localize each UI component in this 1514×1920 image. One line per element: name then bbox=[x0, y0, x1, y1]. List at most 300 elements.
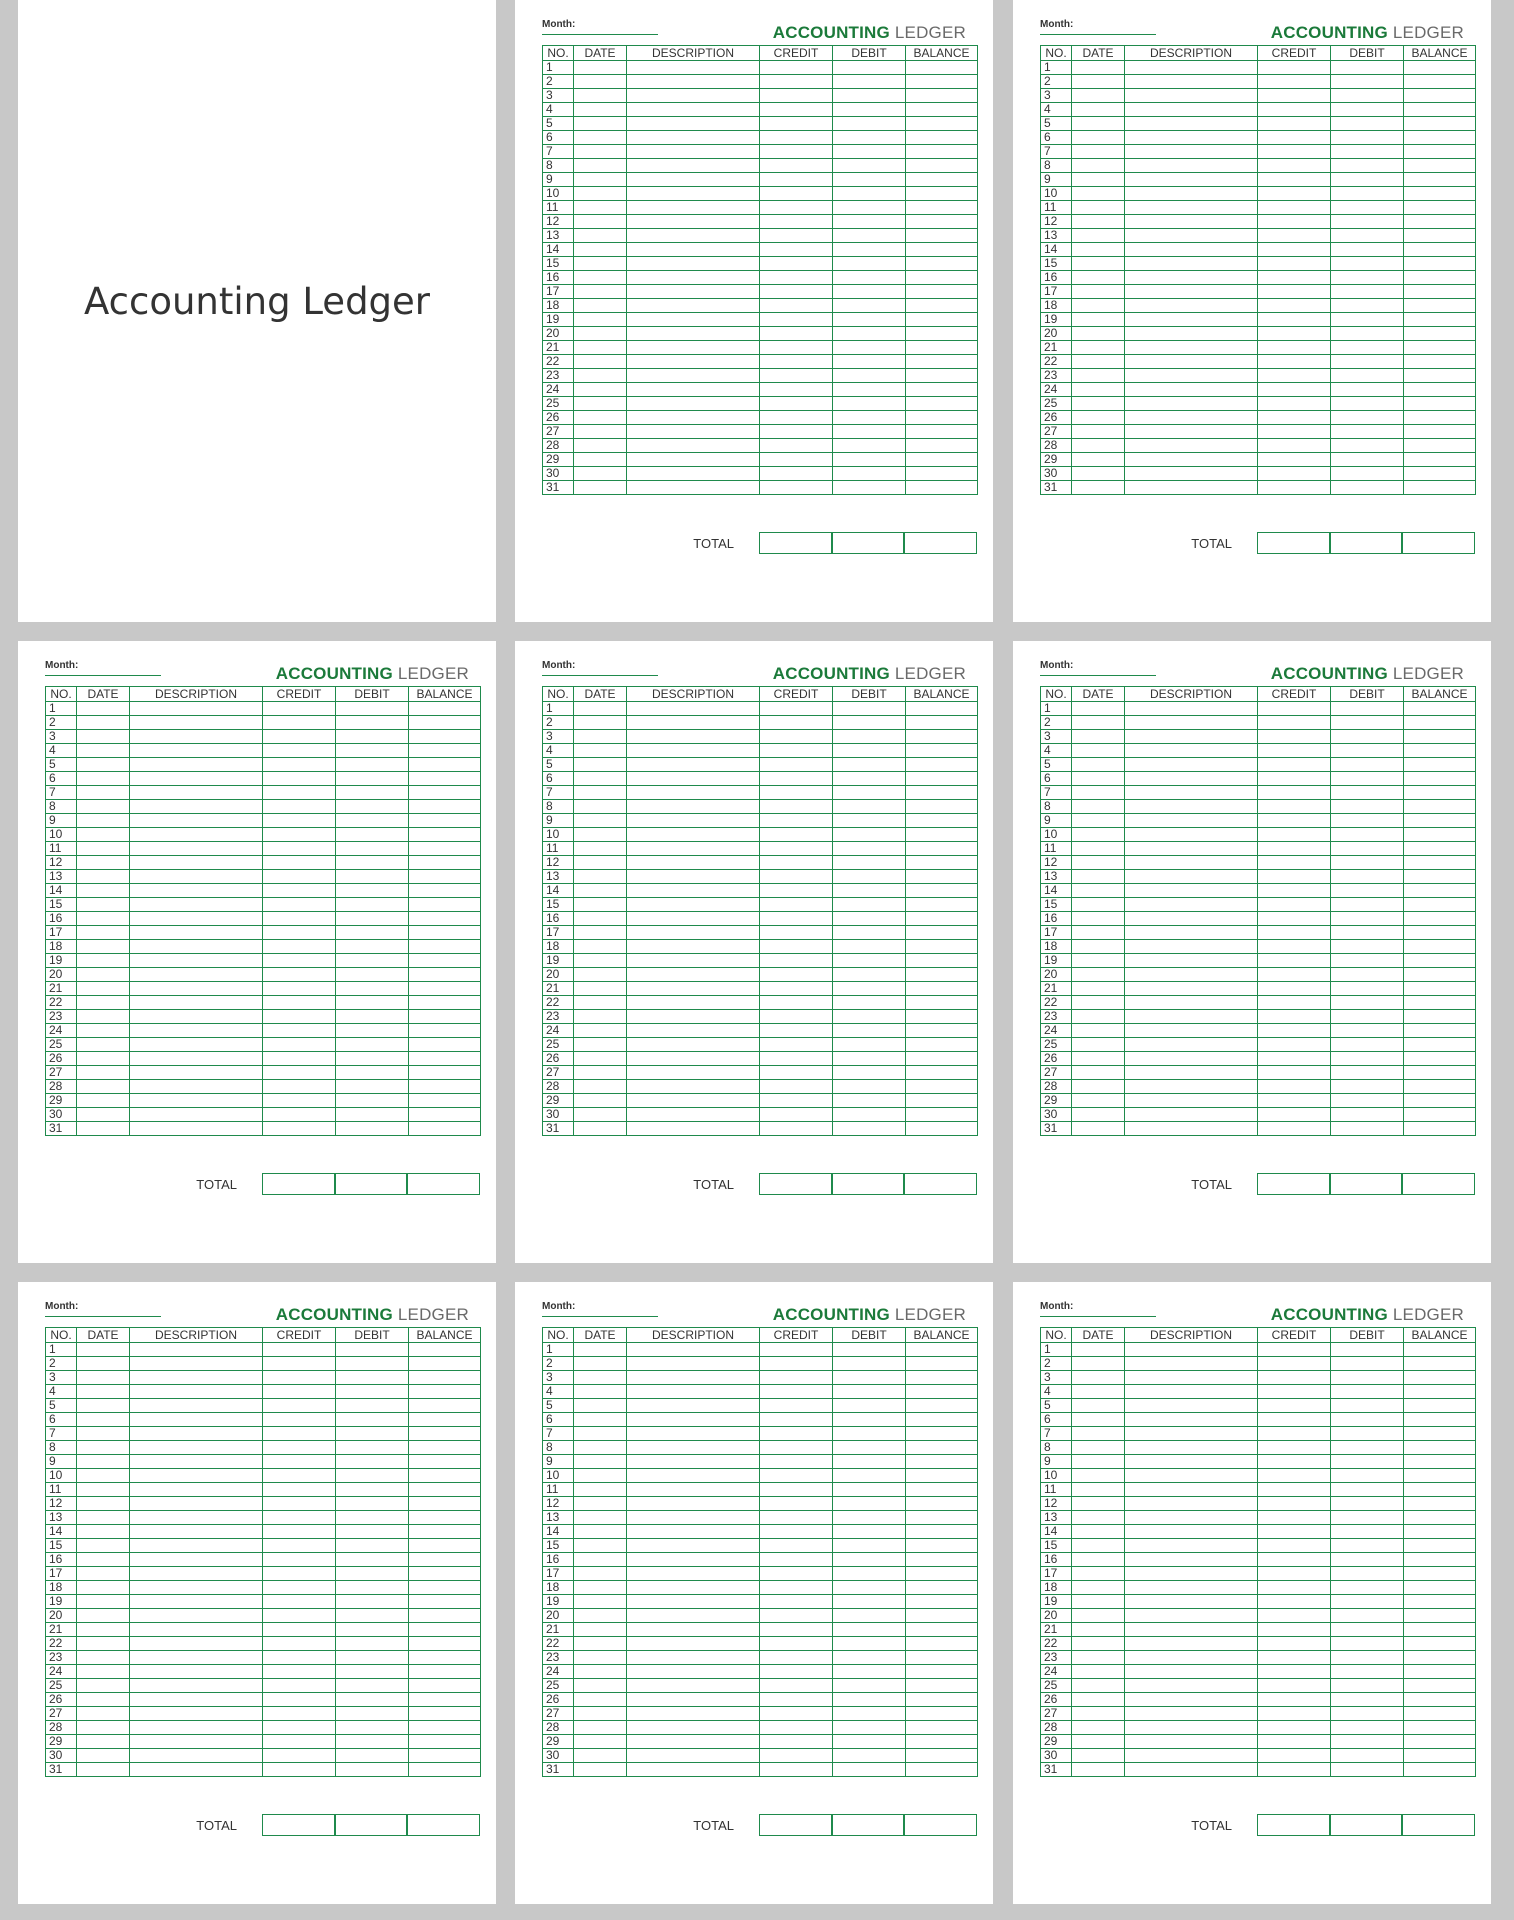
debit-cell[interactable] bbox=[1331, 285, 1404, 299]
balance-cell[interactable] bbox=[1404, 1735, 1476, 1749]
debit-cell[interactable] bbox=[833, 1371, 906, 1385]
date-cell[interactable] bbox=[574, 425, 627, 439]
date-cell[interactable] bbox=[1072, 61, 1125, 75]
credit-cell[interactable] bbox=[760, 61, 833, 75]
credit-cell[interactable] bbox=[760, 439, 833, 453]
debit-cell[interactable] bbox=[833, 1094, 906, 1108]
credit-cell[interactable] bbox=[760, 1385, 833, 1399]
total-debit-cell[interactable] bbox=[831, 1814, 905, 1836]
credit-cell[interactable] bbox=[263, 926, 336, 940]
date-cell[interactable] bbox=[1072, 1010, 1125, 1024]
description-cell[interactable] bbox=[1125, 982, 1258, 996]
description-cell[interactable] bbox=[1125, 1052, 1258, 1066]
debit-cell[interactable] bbox=[833, 1066, 906, 1080]
description-cell[interactable] bbox=[627, 425, 760, 439]
date-cell[interactable] bbox=[574, 884, 627, 898]
debit-cell[interactable] bbox=[1331, 1567, 1404, 1581]
balance-cell[interactable] bbox=[409, 1066, 481, 1080]
balance-cell[interactable] bbox=[906, 271, 978, 285]
credit-cell[interactable] bbox=[760, 996, 833, 1010]
description-cell[interactable] bbox=[1125, 898, 1258, 912]
debit-cell[interactable] bbox=[1331, 61, 1404, 75]
date-cell[interactable] bbox=[1072, 327, 1125, 341]
balance-cell[interactable] bbox=[906, 1427, 978, 1441]
balance-cell[interactable] bbox=[409, 968, 481, 982]
balance-cell[interactable] bbox=[409, 1721, 481, 1735]
date-cell[interactable] bbox=[574, 856, 627, 870]
credit-cell[interactable] bbox=[760, 940, 833, 954]
date-cell[interactable] bbox=[574, 411, 627, 425]
description-cell[interactable] bbox=[130, 1038, 263, 1052]
debit-cell[interactable] bbox=[1331, 1052, 1404, 1066]
description-cell[interactable] bbox=[1125, 1511, 1258, 1525]
debit-cell[interactable] bbox=[336, 1623, 409, 1637]
description-cell[interactable] bbox=[1125, 800, 1258, 814]
date-cell[interactable] bbox=[574, 1721, 627, 1735]
description-cell[interactable] bbox=[130, 1024, 263, 1038]
description-cell[interactable] bbox=[627, 926, 760, 940]
credit-cell[interactable] bbox=[1258, 702, 1331, 716]
credit-cell[interactable] bbox=[1258, 1581, 1331, 1595]
description-cell[interactable] bbox=[1125, 453, 1258, 467]
date-cell[interactable] bbox=[77, 1080, 130, 1094]
debit-cell[interactable] bbox=[336, 1763, 409, 1777]
credit-cell[interactable] bbox=[1258, 1094, 1331, 1108]
debit-cell[interactable] bbox=[1331, 1609, 1404, 1623]
month-field[interactable]: Month: bbox=[1040, 659, 1156, 676]
date-cell[interactable] bbox=[574, 131, 627, 145]
credit-cell[interactable] bbox=[760, 814, 833, 828]
balance-cell[interactable] bbox=[906, 481, 978, 495]
description-cell[interactable] bbox=[130, 1427, 263, 1441]
credit-cell[interactable] bbox=[760, 1707, 833, 1721]
balance-cell[interactable] bbox=[906, 257, 978, 271]
date-cell[interactable] bbox=[1072, 1455, 1125, 1469]
debit-cell[interactable] bbox=[1331, 355, 1404, 369]
balance-cell[interactable] bbox=[409, 1483, 481, 1497]
description-cell[interactable] bbox=[130, 1497, 263, 1511]
description-cell[interactable] bbox=[627, 772, 760, 786]
credit-cell[interactable] bbox=[1258, 1122, 1331, 1136]
description-cell[interactable] bbox=[1125, 842, 1258, 856]
description-cell[interactable] bbox=[1125, 117, 1258, 131]
description-cell[interactable] bbox=[1125, 1525, 1258, 1539]
balance-cell[interactable] bbox=[409, 1413, 481, 1427]
balance-cell[interactable] bbox=[409, 1763, 481, 1777]
month-field[interactable]: Month: bbox=[1040, 18, 1156, 35]
balance-cell[interactable] bbox=[409, 1665, 481, 1679]
description-cell[interactable] bbox=[627, 1735, 760, 1749]
date-cell[interactable] bbox=[574, 481, 627, 495]
date-cell[interactable] bbox=[1072, 786, 1125, 800]
description-cell[interactable] bbox=[627, 243, 760, 257]
debit-cell[interactable] bbox=[1331, 1080, 1404, 1094]
description-cell[interactable] bbox=[1125, 1553, 1258, 1567]
credit-cell[interactable] bbox=[760, 75, 833, 89]
description-cell[interactable] bbox=[1125, 383, 1258, 397]
date-cell[interactable] bbox=[574, 870, 627, 884]
credit-cell[interactable] bbox=[1258, 856, 1331, 870]
debit-cell[interactable] bbox=[1331, 271, 1404, 285]
balance-cell[interactable] bbox=[409, 744, 481, 758]
debit-cell[interactable] bbox=[833, 758, 906, 772]
balance-cell[interactable] bbox=[906, 1038, 978, 1052]
total-credit-cell[interactable] bbox=[1257, 1814, 1331, 1836]
date-cell[interactable] bbox=[574, 397, 627, 411]
date-cell[interactable] bbox=[1072, 1094, 1125, 1108]
description-cell[interactable] bbox=[1125, 341, 1258, 355]
balance-cell[interactable] bbox=[1404, 1066, 1476, 1080]
description-cell[interactable] bbox=[1125, 1679, 1258, 1693]
balance-cell[interactable] bbox=[906, 856, 978, 870]
credit-cell[interactable] bbox=[760, 1122, 833, 1136]
debit-cell[interactable] bbox=[833, 173, 906, 187]
balance-cell[interactable] bbox=[906, 1413, 978, 1427]
description-cell[interactable] bbox=[627, 1343, 760, 1357]
date-cell[interactable] bbox=[1072, 1511, 1125, 1525]
description-cell[interactable] bbox=[1125, 926, 1258, 940]
debit-cell[interactable] bbox=[336, 1469, 409, 1483]
credit-cell[interactable] bbox=[760, 1094, 833, 1108]
balance-cell[interactable] bbox=[906, 369, 978, 383]
balance-cell[interactable] bbox=[906, 341, 978, 355]
date-cell[interactable] bbox=[574, 1637, 627, 1651]
credit-cell[interactable] bbox=[1258, 786, 1331, 800]
description-cell[interactable] bbox=[627, 1413, 760, 1427]
balance-cell[interactable] bbox=[1404, 1441, 1476, 1455]
balance-cell[interactable] bbox=[906, 744, 978, 758]
debit-cell[interactable] bbox=[336, 1108, 409, 1122]
balance-cell[interactable] bbox=[1404, 1413, 1476, 1427]
description-cell[interactable] bbox=[627, 215, 760, 229]
date-cell[interactable] bbox=[1072, 730, 1125, 744]
debit-cell[interactable] bbox=[1331, 1637, 1404, 1651]
credit-cell[interactable] bbox=[760, 117, 833, 131]
credit-cell[interactable] bbox=[1258, 1665, 1331, 1679]
balance-cell[interactable] bbox=[409, 1469, 481, 1483]
balance-cell[interactable] bbox=[1404, 786, 1476, 800]
description-cell[interactable] bbox=[130, 940, 263, 954]
credit-cell[interactable] bbox=[263, 1343, 336, 1357]
date-cell[interactable] bbox=[1072, 89, 1125, 103]
date-cell[interactable] bbox=[1072, 1679, 1125, 1693]
date-cell[interactable] bbox=[77, 968, 130, 982]
date-cell[interactable] bbox=[1072, 814, 1125, 828]
description-cell[interactable] bbox=[627, 1427, 760, 1441]
balance-cell[interactable] bbox=[1404, 89, 1476, 103]
credit-cell[interactable] bbox=[760, 1539, 833, 1553]
balance-cell[interactable] bbox=[1404, 1693, 1476, 1707]
date-cell[interactable] bbox=[77, 1595, 130, 1609]
date-cell[interactable] bbox=[574, 800, 627, 814]
credit-cell[interactable] bbox=[263, 1735, 336, 1749]
debit-cell[interactable] bbox=[1331, 1108, 1404, 1122]
balance-cell[interactable] bbox=[906, 996, 978, 1010]
balance-cell[interactable] bbox=[1404, 828, 1476, 842]
credit-cell[interactable] bbox=[1258, 1080, 1331, 1094]
debit-cell[interactable] bbox=[1331, 383, 1404, 397]
balance-cell[interactable] bbox=[906, 1385, 978, 1399]
description-cell[interactable] bbox=[627, 1567, 760, 1581]
balance-cell[interactable] bbox=[409, 702, 481, 716]
total-debit-cell[interactable] bbox=[334, 1173, 408, 1195]
date-cell[interactable] bbox=[1072, 702, 1125, 716]
debit-cell[interactable] bbox=[336, 1637, 409, 1651]
description-cell[interactable] bbox=[130, 1567, 263, 1581]
date-cell[interactable] bbox=[574, 201, 627, 215]
credit-cell[interactable] bbox=[760, 369, 833, 383]
date-cell[interactable] bbox=[1072, 131, 1125, 145]
credit-cell[interactable] bbox=[1258, 425, 1331, 439]
date-cell[interactable] bbox=[574, 1455, 627, 1469]
description-cell[interactable] bbox=[1125, 411, 1258, 425]
date-cell[interactable] bbox=[1072, 1469, 1125, 1483]
description-cell[interactable] bbox=[130, 1511, 263, 1525]
total-balance-cell[interactable] bbox=[903, 532, 977, 554]
credit-cell[interactable] bbox=[263, 870, 336, 884]
description-cell[interactable] bbox=[1125, 1010, 1258, 1024]
credit-cell[interactable] bbox=[1258, 1066, 1331, 1080]
balance-cell[interactable] bbox=[1404, 1721, 1476, 1735]
balance-cell[interactable] bbox=[906, 131, 978, 145]
balance-cell[interactable] bbox=[1404, 730, 1476, 744]
date-cell[interactable] bbox=[574, 1623, 627, 1637]
description-cell[interactable] bbox=[627, 1721, 760, 1735]
balance-cell[interactable] bbox=[1404, 271, 1476, 285]
description-cell[interactable] bbox=[1125, 1108, 1258, 1122]
debit-cell[interactable] bbox=[1331, 103, 1404, 117]
debit-cell[interactable] bbox=[833, 103, 906, 117]
balance-cell[interactable] bbox=[409, 1010, 481, 1024]
balance-cell[interactable] bbox=[1404, 1581, 1476, 1595]
credit-cell[interactable] bbox=[760, 257, 833, 271]
debit-cell[interactable] bbox=[833, 145, 906, 159]
description-cell[interactable] bbox=[1125, 75, 1258, 89]
date-cell[interactable] bbox=[574, 982, 627, 996]
debit-cell[interactable] bbox=[1331, 1581, 1404, 1595]
credit-cell[interactable] bbox=[263, 1553, 336, 1567]
credit-cell[interactable] bbox=[263, 1693, 336, 1707]
balance-cell[interactable] bbox=[906, 702, 978, 716]
description-cell[interactable] bbox=[627, 716, 760, 730]
debit-cell[interactable] bbox=[336, 842, 409, 856]
balance-cell[interactable] bbox=[409, 1024, 481, 1038]
description-cell[interactable] bbox=[1125, 1427, 1258, 1441]
credit-cell[interactable] bbox=[1258, 285, 1331, 299]
balance-cell[interactable] bbox=[409, 996, 481, 1010]
balance-cell[interactable] bbox=[1404, 1749, 1476, 1763]
debit-cell[interactable] bbox=[1331, 201, 1404, 215]
credit-cell[interactable] bbox=[263, 1483, 336, 1497]
balance-cell[interactable] bbox=[409, 898, 481, 912]
balance-cell[interactable] bbox=[409, 884, 481, 898]
debit-cell[interactable] bbox=[833, 411, 906, 425]
debit-cell[interactable] bbox=[336, 1511, 409, 1525]
debit-cell[interactable] bbox=[833, 1539, 906, 1553]
date-cell[interactable] bbox=[77, 1441, 130, 1455]
credit-cell[interactable] bbox=[760, 1763, 833, 1777]
description-cell[interactable] bbox=[1125, 744, 1258, 758]
description-cell[interactable] bbox=[1125, 1413, 1258, 1427]
description-cell[interactable] bbox=[1125, 1094, 1258, 1108]
debit-cell[interactable] bbox=[336, 954, 409, 968]
description-cell[interactable] bbox=[1125, 257, 1258, 271]
balance-cell[interactable] bbox=[409, 1637, 481, 1651]
credit-cell[interactable] bbox=[263, 772, 336, 786]
credit-cell[interactable] bbox=[263, 1108, 336, 1122]
date-cell[interactable] bbox=[1072, 1413, 1125, 1427]
credit-cell[interactable] bbox=[1258, 131, 1331, 145]
credit-cell[interactable] bbox=[760, 355, 833, 369]
debit-cell[interactable] bbox=[1331, 369, 1404, 383]
debit-cell[interactable] bbox=[833, 926, 906, 940]
description-cell[interactable] bbox=[627, 271, 760, 285]
description-cell[interactable] bbox=[130, 1595, 263, 1609]
debit-cell[interactable] bbox=[1331, 968, 1404, 982]
balance-cell[interactable] bbox=[409, 982, 481, 996]
credit-cell[interactable] bbox=[760, 89, 833, 103]
description-cell[interactable] bbox=[627, 313, 760, 327]
debit-cell[interactable] bbox=[1331, 425, 1404, 439]
date-cell[interactable] bbox=[574, 89, 627, 103]
description-cell[interactable] bbox=[130, 926, 263, 940]
balance-cell[interactable] bbox=[1404, 159, 1476, 173]
credit-cell[interactable] bbox=[263, 1371, 336, 1385]
date-cell[interactable] bbox=[574, 702, 627, 716]
balance-cell[interactable] bbox=[906, 940, 978, 954]
description-cell[interactable] bbox=[627, 842, 760, 856]
description-cell[interactable] bbox=[130, 716, 263, 730]
description-cell[interactable] bbox=[627, 1637, 760, 1651]
debit-cell[interactable] bbox=[1331, 716, 1404, 730]
date-cell[interactable] bbox=[1072, 828, 1125, 842]
date-cell[interactable] bbox=[574, 1066, 627, 1080]
debit-cell[interactable] bbox=[833, 912, 906, 926]
credit-cell[interactable] bbox=[1258, 940, 1331, 954]
debit-cell[interactable] bbox=[833, 1637, 906, 1651]
description-cell[interactable] bbox=[627, 884, 760, 898]
debit-cell[interactable] bbox=[336, 1721, 409, 1735]
description-cell[interactable] bbox=[130, 856, 263, 870]
credit-cell[interactable] bbox=[263, 744, 336, 758]
debit-cell[interactable] bbox=[833, 996, 906, 1010]
date-cell[interactable] bbox=[574, 467, 627, 481]
credit-cell[interactable] bbox=[1258, 1735, 1331, 1749]
description-cell[interactable] bbox=[130, 1707, 263, 1721]
balance-cell[interactable] bbox=[906, 1637, 978, 1651]
debit-cell[interactable] bbox=[1331, 772, 1404, 786]
date-cell[interactable] bbox=[574, 1441, 627, 1455]
balance-cell[interactable] bbox=[906, 1066, 978, 1080]
debit-cell[interactable] bbox=[336, 772, 409, 786]
date-cell[interactable] bbox=[1072, 145, 1125, 159]
debit-cell[interactable] bbox=[336, 758, 409, 772]
balance-cell[interactable] bbox=[906, 968, 978, 982]
balance-cell[interactable] bbox=[409, 1525, 481, 1539]
debit-cell[interactable] bbox=[336, 898, 409, 912]
debit-cell[interactable] bbox=[336, 1441, 409, 1455]
description-cell[interactable] bbox=[627, 1665, 760, 1679]
balance-cell[interactable] bbox=[1404, 1665, 1476, 1679]
date-cell[interactable] bbox=[1072, 982, 1125, 996]
credit-cell[interactable] bbox=[760, 1721, 833, 1735]
date-cell[interactable] bbox=[77, 1707, 130, 1721]
description-cell[interactable] bbox=[1125, 103, 1258, 117]
debit-cell[interactable] bbox=[833, 481, 906, 495]
date-cell[interactable] bbox=[77, 1553, 130, 1567]
date-cell[interactable] bbox=[574, 828, 627, 842]
credit-cell[interactable] bbox=[1258, 299, 1331, 313]
debit-cell[interactable] bbox=[833, 439, 906, 453]
debit-cell[interactable] bbox=[336, 786, 409, 800]
credit-cell[interactable] bbox=[263, 842, 336, 856]
description-cell[interactable] bbox=[627, 702, 760, 716]
description-cell[interactable] bbox=[1125, 243, 1258, 257]
balance-cell[interactable] bbox=[906, 828, 978, 842]
debit-cell[interactable] bbox=[833, 341, 906, 355]
date-cell[interactable] bbox=[574, 1581, 627, 1595]
description-cell[interactable] bbox=[130, 702, 263, 716]
credit-cell[interactable] bbox=[1258, 926, 1331, 940]
balance-cell[interactable] bbox=[1404, 702, 1476, 716]
date-cell[interactable] bbox=[574, 786, 627, 800]
debit-cell[interactable] bbox=[336, 702, 409, 716]
description-cell[interactable] bbox=[627, 1763, 760, 1777]
balance-cell[interactable] bbox=[906, 61, 978, 75]
debit-cell[interactable] bbox=[1331, 1371, 1404, 1385]
credit-cell[interactable] bbox=[760, 884, 833, 898]
debit-cell[interactable] bbox=[1331, 1595, 1404, 1609]
credit-cell[interactable] bbox=[760, 1553, 833, 1567]
date-cell[interactable] bbox=[1072, 1371, 1125, 1385]
balance-cell[interactable] bbox=[1404, 982, 1476, 996]
credit-cell[interactable] bbox=[263, 982, 336, 996]
credit-cell[interactable] bbox=[760, 1427, 833, 1441]
credit-cell[interactable] bbox=[1258, 814, 1331, 828]
balance-cell[interactable] bbox=[1404, 103, 1476, 117]
date-cell[interactable] bbox=[574, 758, 627, 772]
debit-cell[interactable] bbox=[1331, 870, 1404, 884]
date-cell[interactable] bbox=[1072, 940, 1125, 954]
description-cell[interactable] bbox=[627, 1010, 760, 1024]
description-cell[interactable] bbox=[1125, 201, 1258, 215]
credit-cell[interactable] bbox=[1258, 369, 1331, 383]
month-field[interactable]: Month: bbox=[542, 659, 658, 676]
total-debit-cell[interactable] bbox=[831, 532, 905, 554]
description-cell[interactable] bbox=[130, 786, 263, 800]
credit-cell[interactable] bbox=[760, 1371, 833, 1385]
date-cell[interactable] bbox=[574, 1122, 627, 1136]
credit-cell[interactable] bbox=[1258, 187, 1331, 201]
balance-cell[interactable] bbox=[906, 187, 978, 201]
date-cell[interactable] bbox=[77, 1357, 130, 1371]
balance-cell[interactable] bbox=[1404, 383, 1476, 397]
balance-cell[interactable] bbox=[906, 1108, 978, 1122]
debit-cell[interactable] bbox=[833, 1567, 906, 1581]
credit-cell[interactable] bbox=[1258, 397, 1331, 411]
credit-cell[interactable] bbox=[1258, 271, 1331, 285]
credit-cell[interactable] bbox=[760, 1623, 833, 1637]
date-cell[interactable] bbox=[574, 1024, 627, 1038]
credit-cell[interactable] bbox=[1258, 145, 1331, 159]
credit-cell[interactable] bbox=[1258, 61, 1331, 75]
credit-cell[interactable] bbox=[760, 898, 833, 912]
balance-cell[interactable] bbox=[1404, 257, 1476, 271]
debit-cell[interactable] bbox=[336, 982, 409, 996]
description-cell[interactable] bbox=[627, 411, 760, 425]
debit-cell[interactable] bbox=[336, 926, 409, 940]
date-cell[interactable] bbox=[77, 1052, 130, 1066]
